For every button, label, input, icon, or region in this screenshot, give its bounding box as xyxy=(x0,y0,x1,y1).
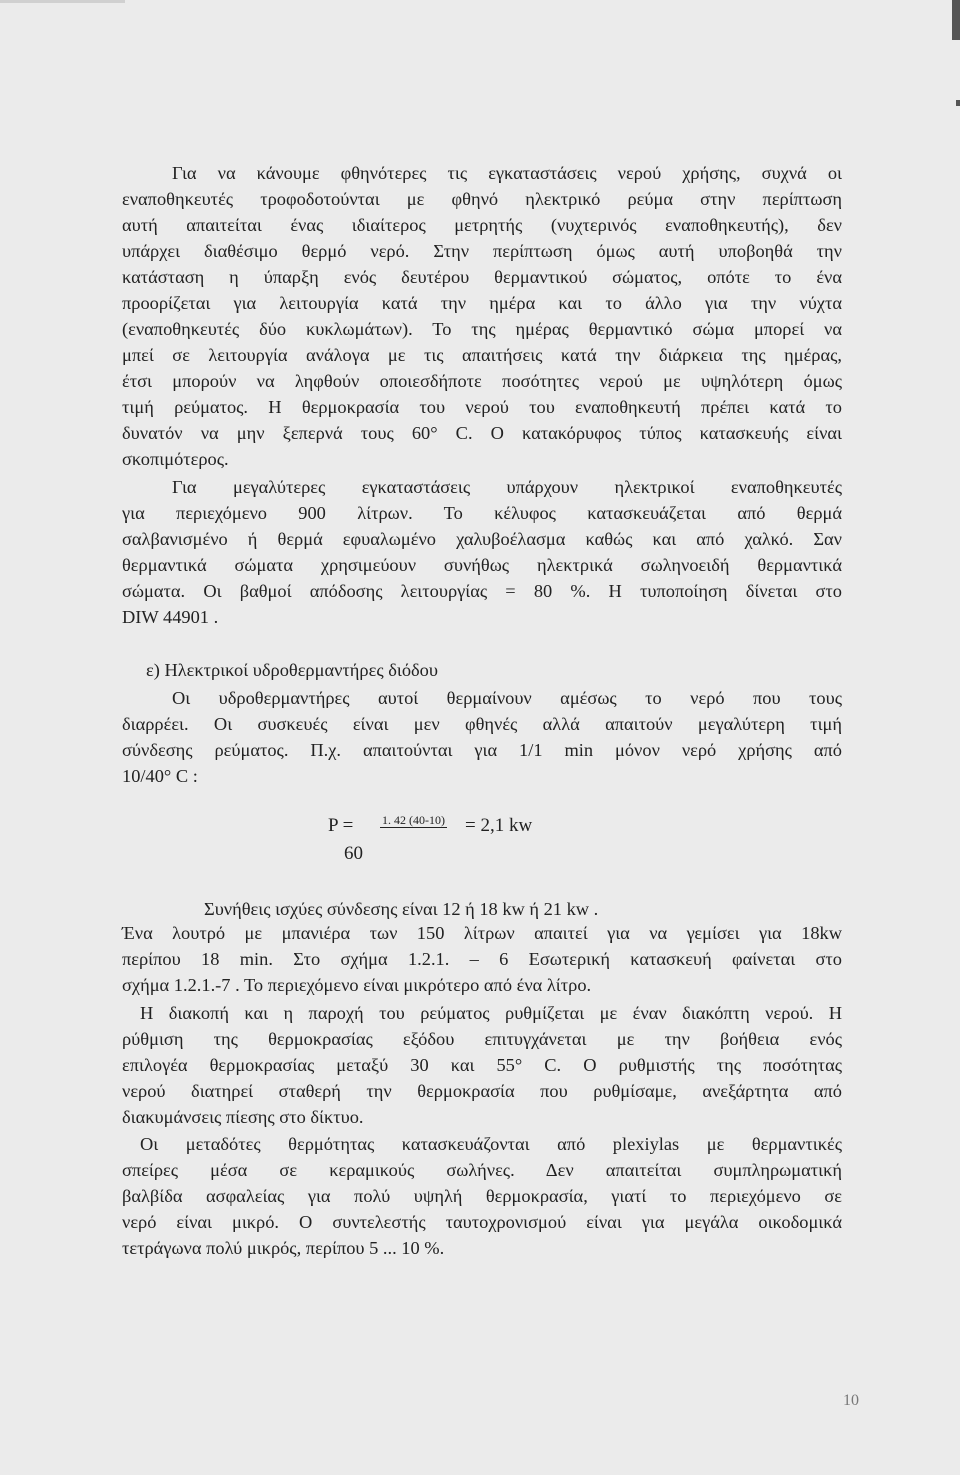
text-line: μπεί σε λειτουργία ανάλογα με τις απαιτήσεις κατά την διάρκεια της ημέρας, xyxy=(122,345,842,365)
section-heading xyxy=(122,657,842,683)
paragraph-1 xyxy=(122,160,842,472)
text-line: σπείρες μέσα σε κεραμικούς σωλήνες. Δεν απαιτείται συμπληρωματική xyxy=(122,1160,842,1180)
text-line: Οι υδροθερμαντήρες αυτοί θερμαίνουν αμέσως το νερό που τους xyxy=(172,688,842,708)
text-line: 10/40° C : xyxy=(122,766,198,786)
text-line: τιμή ρεύματος. Η θερμοκρασία του νερού του εναποθηκευτή πρέπει κατά το xyxy=(122,397,842,417)
formula-numerator-text: 1. 42 (40-10) xyxy=(382,813,445,827)
text-line: (εναποθηκευτές δύο κυκλωμάτων). Το της ημέρας θερμαντικό σώμα μπορεί να xyxy=(122,319,842,339)
text-line: σαλβανισμένο ή θερμά εφυαλωμένο χαλυβοέλασμα καθώς και από χαλκό. Σαν xyxy=(122,529,842,549)
text-line: τετράγωνα πολύ μικρός, περίπου 5 ... 10 %. xyxy=(122,1238,445,1258)
text-line: διακυμάνσεις πίεσης στο δίκτυο. xyxy=(122,1107,364,1127)
text-line: Συνήθεις ισχύες σύνδεσης είναι 12 ή 18 kw ή 21 kw . xyxy=(204,899,599,919)
text-line: σύνδεσης ρεύματος. Π.χ. απαιτούνται για 1/1 min μόνον νερό χρήσης από xyxy=(122,740,842,760)
paragraph-5 xyxy=(122,920,842,998)
formula-denominator: 60 xyxy=(344,843,363,864)
text-line: εναποθηκευτές τροφοδοτούνται με φθηνό ηλεκτρικό ρεύμα στην περίπτωση xyxy=(122,189,842,209)
scan-edge-mark xyxy=(0,0,125,3)
paragraph-4 xyxy=(122,896,842,922)
text-line: νερού διατηρεί σταθερή την θερμοκρασία που ρυθμίσαμε, ανεξάρτητα από xyxy=(122,1081,842,1101)
text-line: σχήμα 1.2.1.-7 . Το περιεχόμενο είναι μικρότερο από ένα λίτρο. xyxy=(122,975,592,995)
text-line: επιλογέα θερμοκρασίας μεταξύ 30 και 55° C. Ο ρυθμιστής της ποσότητας xyxy=(122,1055,842,1075)
text-line: Η διακοπή και η παροχή του ρεύματος ρυθμίζεται με έναν διακόπτη νερού. Η xyxy=(140,1003,842,1023)
text-line: για περιεχόμενο 900 λίτρων. Το κέλυφος κατασκευάζεται από θερμά xyxy=(122,503,842,523)
page-number: 10 xyxy=(843,1392,859,1409)
text-line: Για να κάνουμε φθηνότερες τις εγκαταστάσεις νερού χρήσης, συχνά οι xyxy=(172,163,842,183)
formula-numerator xyxy=(380,808,447,830)
paragraph-6 xyxy=(122,1000,842,1130)
text-line: έτσι μπορούν να ληφθούν οποιεσδήποτε ποσότητες νερού με υψηλότερη όμως xyxy=(122,371,842,391)
text-line: κατάσταση η ύπαρξη ενός δευτέρου θερμαντικού σώματος, οπότε το ένα xyxy=(122,267,842,287)
text-line: περίπου 18 min. Στο σχήμα 1.2.1. – 6 Εσωτερική κατασκευή φαίνεται στο xyxy=(122,949,842,969)
paragraph-3 xyxy=(122,685,842,789)
paragraph-7 xyxy=(122,1131,842,1261)
paragraph-2 xyxy=(122,474,842,630)
scan-edge-mark xyxy=(956,100,960,106)
text-line: Ένα λουτρό με μπανιέρα των 150 λίτρων απαιτεί για να γεμίσει για 18kw xyxy=(122,923,842,943)
text-line: δυνατόν να μην ξεπερνά τους 60° C. Ο κατακόρυφος τύπος κατασκευής είναι xyxy=(122,423,842,443)
text-line: σώματα. Οι βαθμοί απόδοσης λειτουργίας = 80 %. Η τυποποίηση δίνεται στο xyxy=(122,581,842,601)
heading-text: ε) Ηλεκτρικοί υδροθερμαντήρες διόδου xyxy=(146,660,438,680)
text-line: σκοπιμότερος. xyxy=(122,449,229,469)
text-line: ρύθμιση της θερμοκρασίας εξόδου επιτυγχάνεται με την βοήθεια ενός xyxy=(122,1029,842,1049)
text-line: Για μεγαλύτερες εγκαταστάσεις υπάρχουν ηλεκτρικοί εναποθηκευτές xyxy=(172,477,842,497)
text-line: DIW 44901 . xyxy=(122,607,219,627)
text-line: υπάρχει διαθέσιμο θερμό νερό. Στην περίπτωση όμως αυτή υποβοηθά την xyxy=(122,241,842,261)
text-line: διαρρέει. Οι συσκευές είναι μεν φθηνές αλλά απαιτούν μεγαλύτερη τιμή xyxy=(122,714,842,734)
formula-lhs: P = xyxy=(328,815,354,836)
text-line: Οι μεταδότες θερμότητας κατασκευάζονται από plexiylas με θερμαντικές xyxy=(140,1134,842,1154)
text-line: αυτή απαιτείται ένας ιδιαίτερος μετρητής (νυχτερινός εναποθηκευτής), δεν xyxy=(122,215,842,235)
text-line: προορίζεται για λειτουργία κατά την ημέρα και το άλλο για την νύχτα xyxy=(122,293,842,313)
formula-rhs: = 2,1 kw xyxy=(465,815,533,836)
text-line: θερμαντικά σώματα χρησιμεύουν συνήθως ηλεκτρικά σωληνοειδή θερμαντικά xyxy=(122,555,842,575)
scan-edge-mark xyxy=(952,0,960,40)
text-line: βαλβίδα ασφαλείας για πολύ υψηλή θερμοκρασία, γιατί το περιεχόμενο σε xyxy=(122,1186,842,1206)
text-line: νερό είναι μικρό. Ο συντελεστής ταυτοχρονισμού είναι για μεγάλα οικοδομικά xyxy=(122,1212,842,1232)
